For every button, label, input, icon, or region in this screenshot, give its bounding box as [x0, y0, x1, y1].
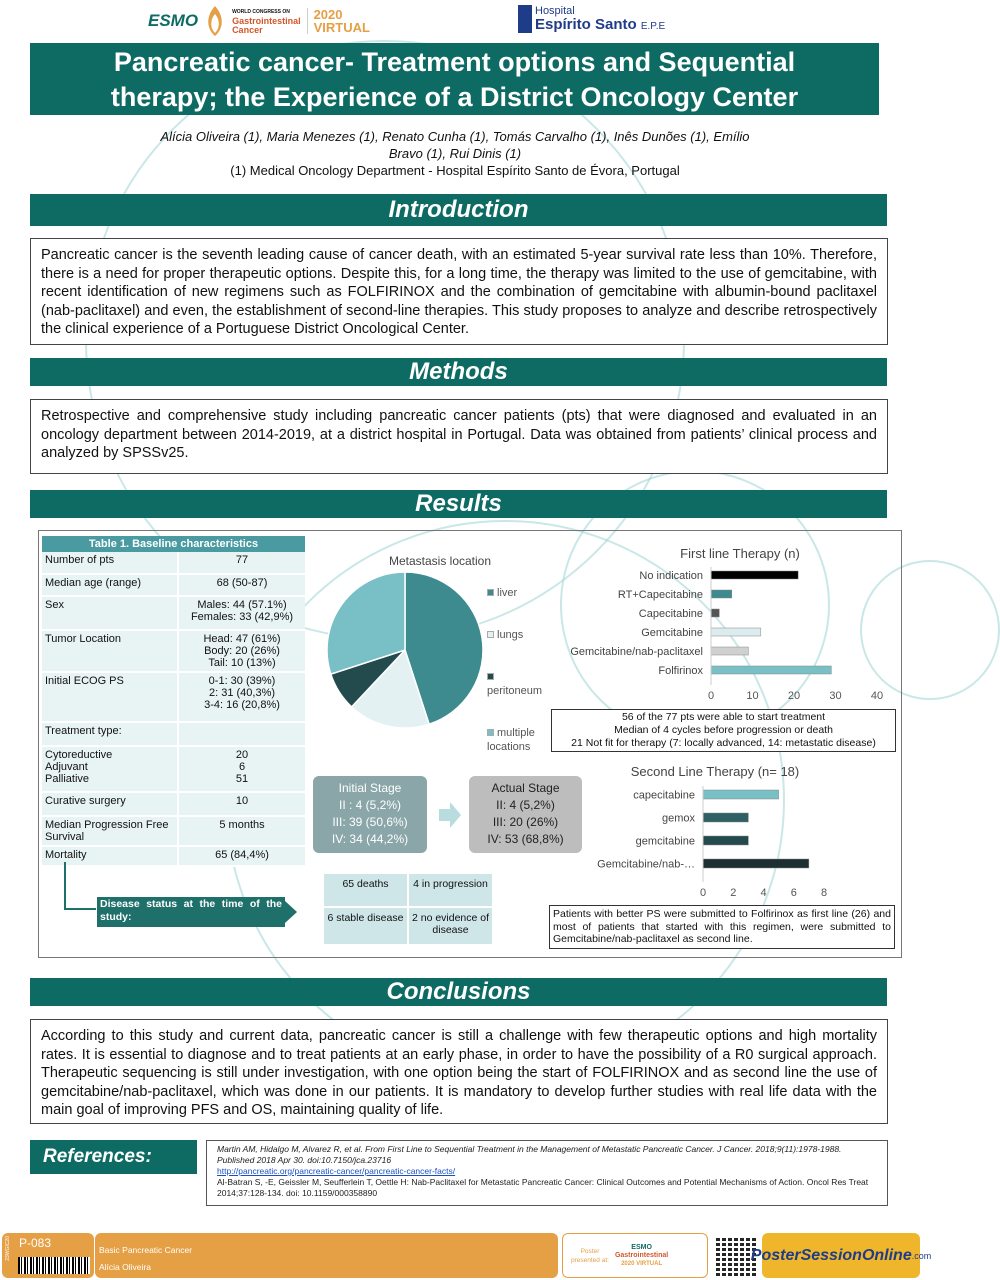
- legend-swatch: [487, 673, 494, 680]
- table-cell-label: Sex: [42, 596, 178, 630]
- table-row: [42, 630, 305, 672]
- table-cell-label: Median Progression Free Survival: [42, 816, 178, 846]
- legend-swatch: [487, 729, 494, 736]
- first-line-title: First line Therapy (n): [680, 546, 800, 561]
- bar-5: [711, 666, 831, 674]
- tick-label: 6: [790, 887, 797, 899]
- bar-label: gemcitabine: [635, 835, 695, 848]
- table-cell-label: Median age (range): [42, 574, 178, 596]
- bar-label: capecitabine: [633, 789, 695, 802]
- bar-label: Capecitabine: [638, 608, 703, 620]
- table-row: [42, 746, 305, 792]
- legend-label: lungs: [497, 629, 524, 641]
- brand-logo[interactable]: PosterSessionOnline .com: [762, 1233, 920, 1278]
- table-row: [42, 672, 305, 722]
- table-cell-label: Cytoreductive Adjuvant Palliative: [42, 746, 178, 792]
- section-references: References:: [30, 1140, 197, 1174]
- topic-tag: Basic Pancreatic Cancer Alícia Oliveira: [95, 1233, 558, 1278]
- reference-2: Al-Batran S, -E, Geissler M, Seufferlein T, Oettle H: Nab-Paclitaxel for Metastatic Pancreatic Cancer: Clinical Outcomes and Potential Mechanisms of Action. Oncol Res Treat 2014;37:128-134. doi: 10.1159/000358890: [217, 1177, 869, 1198]
- table-row: [42, 574, 305, 596]
- bar-2: [703, 836, 748, 845]
- metastasis-pie-chart: [325, 570, 485, 730]
- bar-label: Gemcitabine: [641, 627, 703, 639]
- bar-label: Folfirinox: [658, 665, 703, 677]
- tick-label: 10: [746, 690, 759, 702]
- table-cell-value: 65 (84,4%): [178, 846, 305, 866]
- table-cell-value: Head: 47 (61%) Body: 20 (26%) Tail: 10 (13%): [178, 630, 305, 672]
- pie-legend: [487, 586, 547, 754]
- second-line-note: Patients with better PS were submitted to Folfirinox as first line (26) and most of patients that started with this regimen, were submitted to Gemcitabine/nab-paclitaxel as second line.: [549, 905, 895, 949]
- bar-2: [711, 609, 719, 617]
- table-cell-value: Males: 44 (57.1%) Females: 33 (42,9%): [178, 596, 305, 630]
- legend-item: [487, 628, 547, 642]
- section-introduction: Introduction: [30, 194, 887, 226]
- pie-title: Metastasis location: [388, 554, 492, 568]
- arrow-right-icon: [437, 800, 463, 830]
- tick-label: 4: [760, 887, 767, 899]
- table-row: [42, 792, 305, 816]
- table-cell-value: 20 6 51: [178, 746, 305, 792]
- table-cell-value: 0-1: 30 (39%) 2: 31 (40,3%) 3-4: 16 (20,8%): [178, 672, 305, 722]
- introduction-text: Pancreatic cancer is the seventh leading cause of cancer death, with an estimated 5-year survival rate less than 10%. Therefore, there is a need for proper therapeutic options. Despite this, for a long time, the therapy was limited to the use of gemcitabine, with recent identification of new regimens such as FOLFIRINOX and the combination of gemcitabine with albumin-bound paclitaxel (nab-paclitaxel) and even, the establishment of second-line therapies. This study proposes to analyze and describe retrospectively the clinical experience of a Portuguese District Oncological Center.: [30, 238, 888, 345]
- section-conclusions: Conclusions: [30, 978, 887, 1006]
- poster-code-tag: 23WGIC20 P-083: [2, 1233, 94, 1278]
- table-row: [42, 816, 305, 846]
- table-cell-label: Number of pts: [42, 552, 178, 574]
- table-cell-value: 10: [178, 792, 305, 816]
- bar-0: [703, 790, 779, 799]
- section-results: Results: [30, 490, 887, 518]
- authors: Alícia Oliveira (1), Maria Menezes (1), Renato Cunha (1), Tomás Carvalho (1), Inês Dunões (1), Emílio Bravo (1), Rui Dinis (1) (1) Medical Oncology Department - Hospital Espírito Santo de Évora, Portugal: [60, 128, 850, 179]
- tick-label: 40: [870, 690, 884, 702]
- legend-swatch: [487, 631, 494, 638]
- table-cell-label: Curative surgery: [42, 792, 178, 816]
- baseline-table: [42, 536, 305, 867]
- bar-1: [703, 813, 748, 822]
- bar-3: [703, 859, 809, 868]
- hospital-logo: Hospital Espírito Santo E.P.E: [518, 5, 665, 33]
- connector-arrow: [62, 862, 102, 914]
- table-cell-value: 68 (50-87): [178, 574, 305, 596]
- second-line-title: Second Line Therapy (n= 18): [630, 764, 800, 779]
- initial-stage-box: Initial Stage II : 4 (5,2%) III: 39 (50,6%) IV: 34 (44,2%): [313, 776, 427, 853]
- tick-label: 2: [730, 887, 737, 899]
- tick-label: 8: [820, 887, 828, 899]
- flame-icon: [204, 4, 226, 38]
- congress-logo: ESMO WORLD CONGRESS ON Gastrointestinal Cancer 2020 VIRTUAL: [148, 4, 370, 38]
- table-cell-value: 5 months: [178, 816, 305, 846]
- affiliation: (1) Medical Oncology Department - Hospital Espírito Santo de Évora, Portugal: [230, 163, 680, 178]
- disease-status-label: Disease status at the time of the study:: [97, 897, 297, 927]
- legend-label: multiple locations: [487, 727, 535, 753]
- poster-title: Pancreatic cancer- Treatment options and Sequential therapy; the Experience of a District Oncology Center: [30, 43, 879, 115]
- reference-link[interactable]: http://pancreatic.org/pancreatic-cancer/pancreatic-cancer-facts/: [217, 1166, 456, 1176]
- bar-label: gemox: [661, 812, 695, 825]
- table-cell-value: [178, 722, 305, 746]
- bar-label: RT+Capecitabine: [617, 589, 703, 601]
- table-cell-label: Mortality: [42, 846, 178, 866]
- second-line-bar-chart: [545, 782, 845, 900]
- tick-label: 0: [707, 690, 715, 702]
- methods-text: Retrospective and comprehensive study including pancreatic cancer patients (pts) that were diagnosed and evaluated in an oncology department between 2014-2019, at a district hospital in Portugal. Data was obtained from patients’ clinical process and analyzed by SPSSv25.: [30, 399, 888, 474]
- section-methods: Methods: [30, 358, 887, 386]
- tick-label: 20: [787, 690, 801, 702]
- table-cell-label: Treatment type:: [42, 722, 178, 746]
- arrow-right-icon: [285, 897, 297, 927]
- references-box: [206, 1140, 888, 1206]
- table-row: [42, 722, 305, 746]
- legend-label: liver: [497, 587, 518, 599]
- table-cell-label: Initial ECOG PS: [42, 672, 178, 722]
- bar-label: Gemcitabine/nab-…: [597, 858, 695, 871]
- reference-1: Martin AM, Hidalgo M, Alvarez R, et al. From First Line to Sequential Treatment in the Management of Metastatic Pancreatic Cancer. J Cancer. 2018;9(11):1978-1988. Published 2018 Apr 30. doi:10.7150/jca.23716: [217, 1144, 842, 1165]
- barcode: [18, 1257, 90, 1274]
- legend-item: [487, 670, 547, 698]
- table-row: [42, 596, 305, 630]
- table-cell-value: 77: [178, 552, 305, 574]
- presented-at-logo: Poster presented at: ESMO Gastrointestinal 2020 VIRTUAL: [562, 1233, 708, 1278]
- table-title: Table 1. Baseline characteristics: [42, 536, 305, 552]
- legend-label: peritoneum: [487, 685, 543, 697]
- bar-label: No indication: [639, 570, 703, 582]
- conclusions-text: According to this study and current data, pancreatic cancer is still a challenge with few therapeutic options and high mortality rates. It is essential to diagnose and to treat patients at an early phase, in order to have the possibility of a R0 surgical approach. Therapeutic sequencing is still under investigation, with one option being the start of FOLFIRINOX and as second line the use of gemcitabine/nab-paclitaxel, which was done in our patients. It is mandatory to develop further studies with real life data with the main goal of improving PFS and OS, maintaining quality of life.: [30, 1019, 888, 1124]
- hospital-emblem-icon: [518, 5, 532, 33]
- table-cell-label: Tumor Location: [42, 630, 178, 672]
- tick-label: 30: [829, 690, 842, 702]
- bar-1: [711, 590, 732, 598]
- legend-swatch: [487, 589, 494, 596]
- esmo-logo: ESMO: [148, 11, 199, 30]
- disease-status-grid: 65 deaths 4 in progression 6 stable disease 2 no evidence of disease: [324, 874, 492, 944]
- bar-4: [711, 647, 748, 655]
- legend-item: [487, 586, 547, 600]
- bar-label: Gemcitabine/nab-paclitaxel: [570, 646, 703, 658]
- bar-3: [711, 628, 761, 636]
- table-row: [42, 552, 305, 574]
- actual-stage-box: Actual Stage II: 4 (5,2%) III: 20 (26%) IV: 53 (68,8%): [469, 776, 582, 853]
- first-line-bar-chart: [545, 563, 895, 705]
- first-line-note: 56 of the 77 pts were able to start treatment Median of 4 cycles before progression or death 21 Not fit for therapy (7: locally advanced, 14: metastatic disease): [551, 709, 896, 752]
- bar-0: [711, 571, 798, 579]
- legend-item: [487, 726, 547, 754]
- tick-label: 0: [699, 887, 707, 899]
